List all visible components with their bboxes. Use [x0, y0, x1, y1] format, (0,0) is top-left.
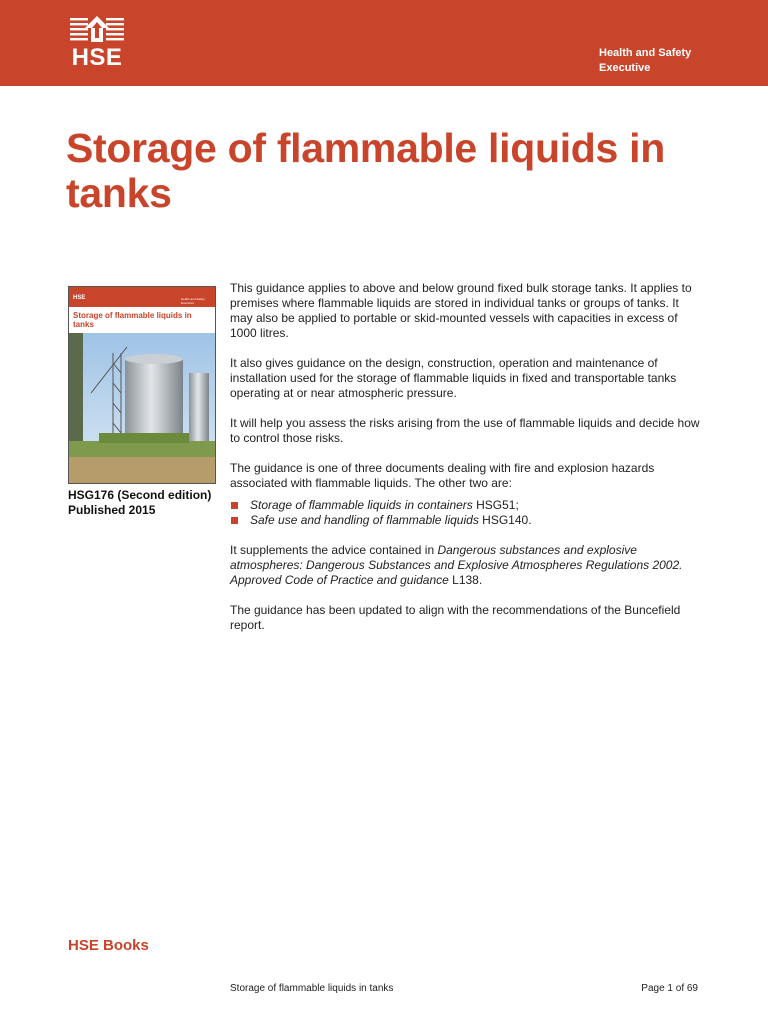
body-text [230, 281, 700, 648]
paragraph-5-reference: Dangerous substances and explosive atmospheres: Dangerous Substances and Explosive Atmospheres Regulations 2002. Approved Code of Practice and guidance [230, 543, 683, 587]
paragraph-5-tail: L138. [448, 573, 483, 587]
agency-line-1: Health and Safety [599, 47, 692, 59]
list-item [230, 513, 700, 528]
cover-photo [69, 333, 215, 483]
cover-logo: HSE [73, 295, 86, 301]
page-title: Storage of flammable liquids in tanks [66, 125, 665, 216]
paragraph-5-lead: It supplements the advice contained in [230, 543, 438, 557]
cover-title: Storage of flammable liquids in tanks [73, 311, 192, 329]
list-item-title: Storage of flammable liquids in containers [250, 498, 473, 512]
paragraph-1: This guidance applies to above and below ground fixed bulk storage tanks. It applies to premises where flammable liquids are stored in individual tanks or groups of tanks. It may also be applied to portable or skid-mounted vessels with capacities in excess of 1000 litres. [230, 281, 692, 340]
cover-thumbnail [68, 286, 216, 484]
paragraph-5 [230, 543, 700, 588]
header-banner [0, 0, 768, 86]
agency-name [599, 46, 691, 76]
cover-agency: Health and Safety Executive [181, 297, 205, 305]
logo-text: HSE [71, 44, 123, 71]
list-item-ref: HSG51; [472, 498, 519, 512]
paragraph-3: It will help you assess the risks arising from the use of flammable liquids and decide how to control those risks. [230, 416, 700, 445]
list-item-ref: HSG140. [478, 513, 532, 527]
house-arrow-icon [66, 14, 128, 46]
paragraph-2: It also gives guidance on the design, construction, operation and maintenance of installation used for the storage of flammable liquids in fixed and transportable tanks operating at or near atmospheric pressure. [230, 356, 677, 400]
page-number: Page 1 of 69 [641, 983, 698, 994]
list-item-title: Safe use and handling of flammable liquids [250, 513, 479, 527]
related-documents-list [230, 498, 700, 528]
bullet-square-icon [231, 517, 238, 524]
paragraph-4: The guidance is one of three documents dealing with fire and explosion hazards associated with flammable liquids. The other two are: [230, 461, 655, 490]
cover-caption: HSG176 (Second edition) Published 2015 [68, 488, 212, 517]
list-item [230, 498, 700, 513]
agency-line-2: Executive [599, 62, 651, 74]
paragraph-6: The guidance has been updated to align with the recommendations of the Buncefield report. [230, 603, 681, 632]
footer-title: Storage of flammable liquids in tanks [230, 983, 394, 994]
hse-logo [66, 14, 128, 72]
hse-books-label: HSE Books [68, 937, 149, 954]
bullet-square-icon [231, 502, 238, 509]
